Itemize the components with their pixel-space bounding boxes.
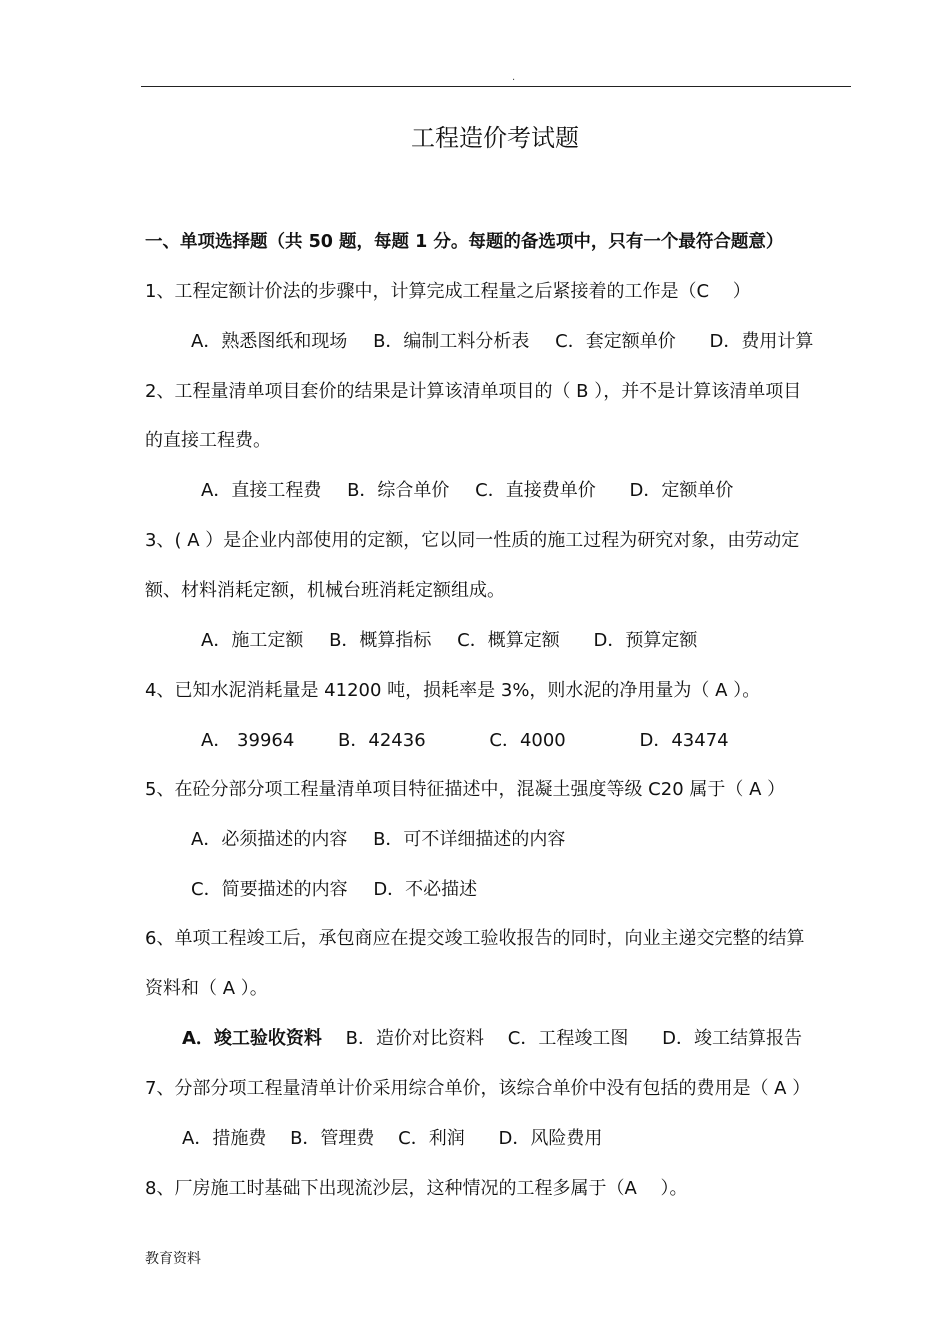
question-2-text-cont: 的直接工程费。	[145, 430, 271, 451]
question-5-text: 5、在砼分部分项工程量清单项目特征描述中，混凝土强度等级 C20 属于（ A ）	[145, 779, 786, 800]
section-heading: 一、单项选择题（共 50 题，每题 1 分。每题的备选项中，只有一个最符合题意）	[145, 232, 784, 252]
option-d: D．竣工结算报告	[662, 1028, 802, 1049]
question-3-text-cont: 额、材料消耗定额，机械台班消耗定额组成。	[145, 580, 505, 601]
option-d: D．预算定额	[593, 630, 698, 651]
option-a: A．施工定额	[201, 630, 304, 651]
header-rule	[141, 86, 851, 87]
question-8-text: 8、厂房施工时基础下出现流沙层，这种情况的工程多属于（A ）。	[145, 1178, 688, 1199]
option-a: A． 39964	[201, 730, 295, 751]
option-d: D．定额单价	[629, 480, 734, 501]
footer-label: 教育资料	[145, 1251, 201, 1267]
question-7-text: 7、分部分项工程量清单计价采用综合单价，该综合单价中没有包括的费用是（ A ）	[145, 1078, 811, 1099]
option-a: A．必须描述的内容	[191, 829, 348, 850]
option-d: D．43474	[639, 730, 729, 751]
option-d: D．不必描述	[373, 879, 478, 900]
option-b: B．造价对比资料	[345, 1028, 485, 1049]
option-c: C．概算定额	[457, 630, 560, 651]
option-b: B．概算指标	[329, 630, 432, 651]
option-b: B．可不详细描述的内容	[373, 829, 566, 850]
question-4-text: 4、已知水泥消耗量是 41200 吨，损耗率是 3%，则水泥的净用量为（ A ）。	[145, 680, 761, 701]
option-a: A．措施费	[182, 1128, 267, 1149]
option-a: A．竣工验收资料	[182, 1028, 322, 1049]
question-6-text: 6、单项工程竣工后，承包商应在提交竣工验收报告的同时，向业主递交完整的结算	[145, 928, 805, 949]
question-7-options	[182, 1124, 602, 1150]
option-c: C．利润	[398, 1128, 465, 1149]
question-2-options	[201, 476, 733, 502]
option-c: C．工程竣工图	[507, 1028, 629, 1049]
option-c: C．4000	[489, 730, 566, 751]
option-b: B．编制工料分析表	[373, 331, 530, 352]
question-6-options	[182, 1024, 802, 1050]
option-c: C．套定额单价	[555, 331, 676, 352]
question-1-options	[191, 327, 813, 353]
question-6-text-cont: 资料和（ A ）。	[145, 978, 268, 999]
page-title: 工程造价考试题	[411, 124, 579, 152]
option-b: B．综合单价	[347, 480, 450, 501]
option-b: B．管理费	[290, 1128, 375, 1149]
option-a: A．直接工程费	[201, 480, 322, 501]
question-4-options	[201, 726, 729, 752]
option-d: D．风险费用	[498, 1128, 603, 1149]
question-2-text: 2、工程量清单项目套价的结果是计算该清单项目的（ B ），并不是计算该清单项目	[145, 381, 802, 402]
option-b: B．42436	[338, 730, 426, 751]
option-a: A．熟悉图纸和现场	[191, 331, 348, 352]
option-c: C．直接费单价	[475, 480, 596, 501]
option-c: C．简要描述的内容	[191, 879, 348, 900]
question-5-options-row1	[191, 825, 565, 851]
question-3-text: 3、( A ）是企业内部使用的定额，它以同一性质的施工过程为研究对象，由劳动定	[145, 530, 800, 551]
option-d: D．费用计算	[709, 331, 814, 352]
question-5-options-row2	[191, 875, 477, 901]
header-mark: .	[512, 72, 516, 83]
question-3-options	[201, 626, 697, 652]
question-1-text: 1、工程定额计价法的步骤中，计算完成工程量之后紧接着的工作是（C ）	[145, 281, 751, 302]
